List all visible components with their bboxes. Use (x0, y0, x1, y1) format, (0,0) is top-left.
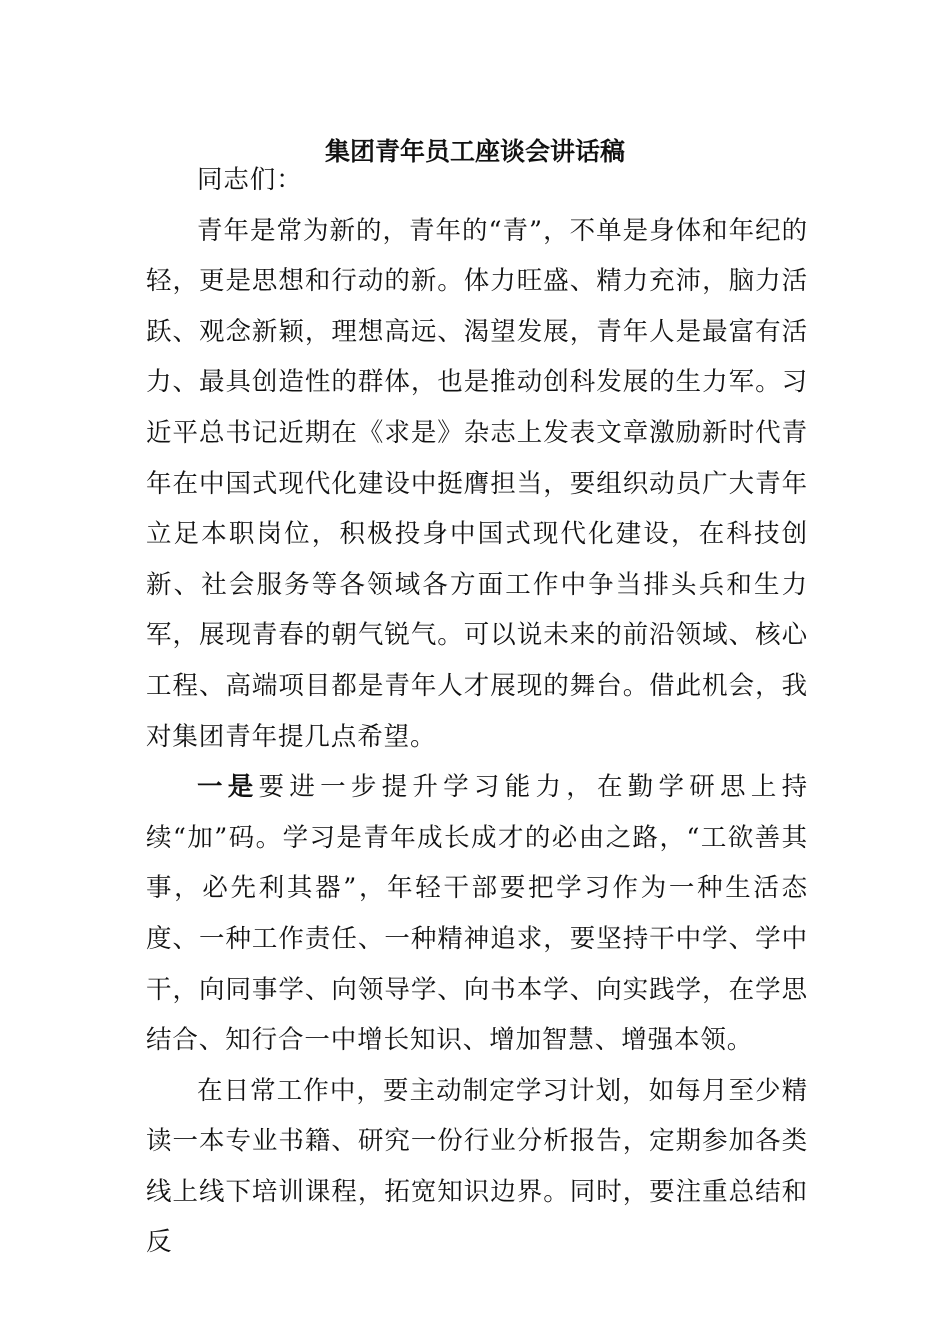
paragraph-daily-work (146, 1066, 808, 1268)
document-body (146, 155, 808, 1268)
paragraph-text: 在日常工作中，要主动制定学习计划，如每月至少精读一本专业书籍、研究一份行业分析报告，定期参加各类线上线下培训课程，拓宽知识边界。同时，要注重总结和反 (146, 1075, 808, 1258)
paragraph-text: 要进一步提升学习能力，在勤学研思上持续“加”码。学习是青年成长成才的必由之路，“工欲善其事，必先利其器”，年轻干部要把学习作为一种生活态度、一种工作责任、一种精神追求，要坚持干中学、学中干，向同事学、向领导学、向书本学、向实践学，在学思结合、知行合一中增长知识、增加智慧、增强本领。 (146, 772, 808, 1056)
paragraph-intro (146, 206, 808, 763)
paragraph-lead: 一是 (197, 772, 259, 803)
paragraph-point-one (146, 762, 808, 1066)
document-title: 集团青年员工座谈会讲话稿 (324, 137, 625, 166)
salutation: 同志们： (197, 165, 303, 195)
paragraph-text: 青年是常为新的，青年的“青”，不单是身体和年纪的轻，更是思想和行动的新。体力旺盛、精力充沛，脑力活跃、观念新颖，理想高远、渴望发展，青年人是最富有活力、最具创造性的群体，也是推动创科发展的生力军。习近平总书记近期在《求是》杂志上发表文章激励新时代青年在中国式现代化建设中挺膺担当，要组织动员广大青年立足本职岗位，积极投身中国式现代化建设，在科技创新、社会服务等各领域各方面工作中争当排头兵和生力军，展现青春的朝气锐气。可以说未来的前沿领域、核心工程、高端项目都是青年人才展现的舞台。借此机会，我对集团青年提几点希望。 (146, 215, 808, 752)
